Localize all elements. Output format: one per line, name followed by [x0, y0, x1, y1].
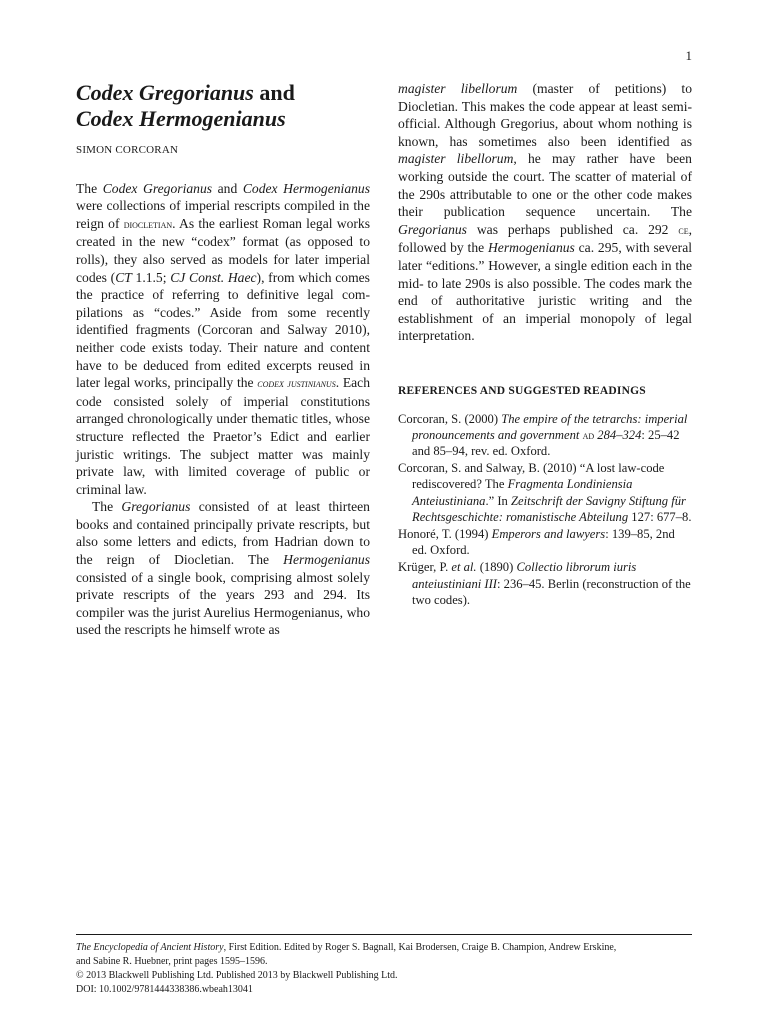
title-italic-2: Codex Hermogenianus — [76, 106, 286, 131]
paragraph-1: The Codex Gregorianus and Codex Hermogenianus were collections of imperial rescripts compiled in the reign of diocletian. As the earliest Roman legal works created in the new “codex” format (as opposed to rolls), they also served as models for later imperial codes (CT 1.1.5; CJ Const. Haec), from which comes the practice of referring to definitive legal compilations as “codes.” Aside from some recently identified fragments (Corcoran and Salway 2010), neither code exists today. Their nature and content have to be deduced from edited excerpts reused in later legal works, principally the codex justinianus. Each code consisted solely of imperial constitutions arranged chronologically under thematic titles, whose structure reflected the Praetor’s Edict and earlier juristic writings. The subject matter was mainly private law, with limited coverage of public or criminal law. — [76, 180, 371, 497]
footer-copyright: © 2013 Blackwell Publishing Ltd. Published 2013 by Blackwell Publishing Ltd. — [76, 970, 398, 981]
page-footer — [76, 934, 692, 997]
reference-item: Corcoran, S. and Salway, B. (2010) “A lost law-code rediscovered? The Fragmenta Londiniensia Anteiustiniana.” In Zeitschrift der Savigny Stiftung für Rechtsgeschichte: romanistische Abteilung 127: 677–8. — [398, 461, 692, 524]
title-italic-1: Codex Gregorianus — [76, 80, 254, 105]
right-column — [398, 80, 692, 609]
left-column — [76, 80, 370, 639]
paragraph-2-part-2: magister libellorum (master of petitions) to Diocletian. This makes the code appear at least semi-official. Although Gregorius, about whom nothing is known, has sometimes also been identified as magister libellorum, he may rather have been working outside the court. The scatter of material of the 290s attributable to one or the other code makes their publication sequence uncertain. The Gregorianus was perhaps published ca. 292 ce, followed by the Hermogenianus ca. 295, with several later “editions.” However, a single edition each in the mid- to late 290s is also possible. The codes mark the end of authoritative juristic writing and the establishment of an imperial monopoly of legal interpretation. — [398, 81, 693, 344]
title-and: and — [253, 80, 295, 105]
article-title — [76, 80, 370, 132]
footer-doi: DOI: 10.1002/9781444338386.wbeah13041 — [76, 984, 253, 995]
paragraph-2-part-1: The Gregorianus consisted of at least thirteen books and contained principally private rescripts, but also some letters and edicts, from Hadrian down to the reign of Diocletian. The Hermogenianus consisted of a single book, comprising almost solely private rescripts of the years 293 and 294. Its compiler was the jurist Aurelius Hermogenianus, who used the rescripts he himself wrote as — [76, 499, 370, 638]
page-number: 1 — [685, 48, 692, 63]
reference-item: Honoré, T. (1994) Emperors and lawyers: 139–85, 2nd ed. Oxford. — [398, 526, 675, 558]
reference-item: Corcoran, S. (2000) The empire of the tetrarchs: imperial pronouncements and government ad 284–324: 25–42 and 85–94, rev. ed. Oxford. — [398, 411, 688, 458]
footer-editors: and Sabine R. Huebner, print pages 1595–1596. — [76, 956, 268, 967]
references-heading: REFERENCES AND SUGGESTED READINGS — [398, 384, 646, 397]
author-name: SIMON CORCORAN — [76, 144, 179, 156]
footer-citation: The Encyclopedia of Ancient History, First Edition. Edited by Roger S. Bagnall, Kai Brodersen, Craige B. Champion, Andrew Erskine, — [76, 942, 617, 953]
reference-item: Krüger, P. et al. (1890) Collectio librorum iuris anteiustiniani III: 236–45. Berlin (reconstruction of the two codes). — [398, 560, 691, 607]
